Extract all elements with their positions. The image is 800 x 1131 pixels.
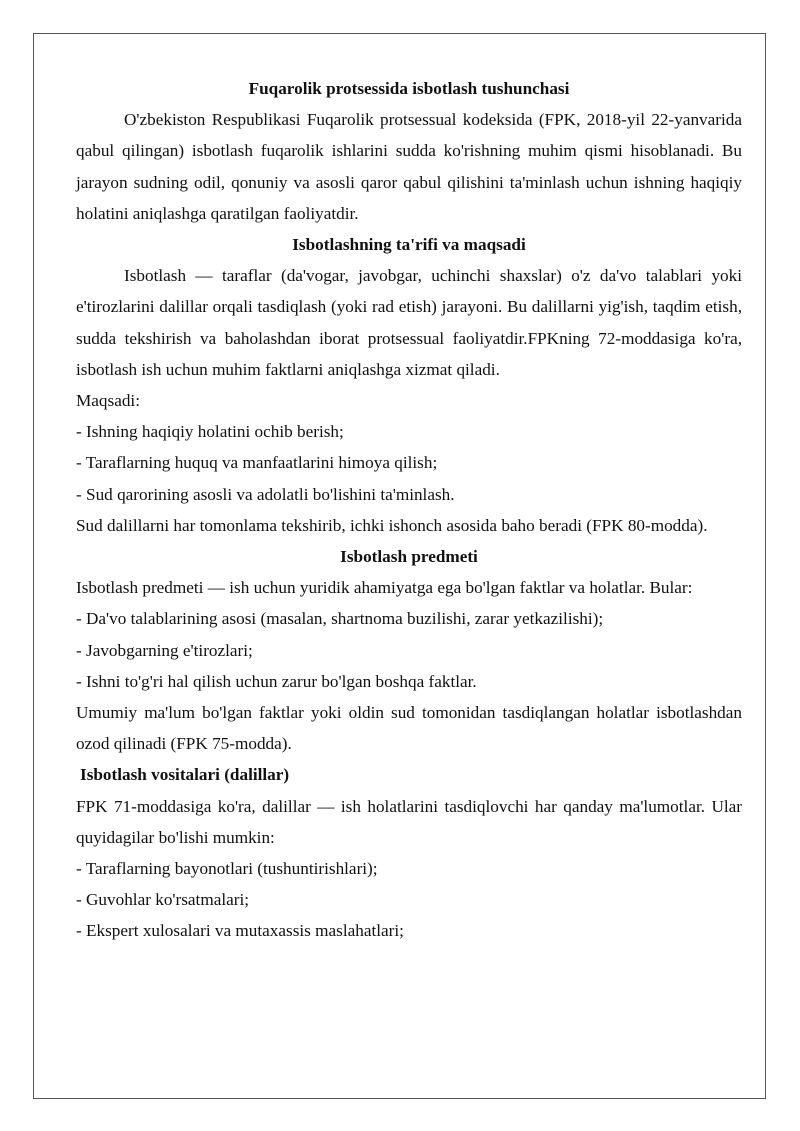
heading-definition: Isbotlashning ta'rifi va maqsadi bbox=[292, 235, 526, 255]
list-item: - Guvohlar ko'rsatmalari; bbox=[76, 890, 250, 910]
purpose-label: Maqsadi: bbox=[76, 391, 140, 411]
list-item: - Taraflarning huquq va manfaatlarini himoya qilish; bbox=[76, 453, 438, 473]
exemption-paragraph: Umumiy ma'lum bo'lgan faktlar yoki oldin sud tomonidan tasdiqlangan holatlar isbotlashdan ozod qilinadi (FPK 75-modda). bbox=[76, 703, 742, 754]
intro-paragraph: O'zbekiston Respublikasi Fuqarolik protsessual kodeksida (FPK, 2018-yil 22-yanvarida qabul qilingan) isbotlash fuqarolik ishlarini sudda ko'rishning muhim qismi hisoblanadi. Bu jarayon sudning odil, qonuniy va asosli qaror qabul qilishini ta'minlash uchun ishning haqiqiy holatini aniqlashga qaratilgan faoliyatdir. bbox=[76, 110, 742, 223]
list-item: - Ishni to'g'ri hal qilish uchun zarur bo'lgan boshqa faktlar. bbox=[76, 671, 477, 691]
list-item: - Taraflarning bayonotlari (tushuntirishlari); bbox=[76, 859, 378, 879]
definition-paragraph: Isbotlash — taraflar (da'vogar, javobgar, uchinchi shaxslar) o'z da'vo talablari yoki e'tirozlarini dalillar orqali tasdiqlash (yoki rad etish) jarayoni. Bu dalillarni yig'ish, taqdim etish, sudda tekshirish va baholashdan iborat protsessual faoliyatdir.FPKning 72-moddasiga ko'ra, isbotlash ish uchun muhim faktlarni aniqlashga xizmat qiladi. bbox=[76, 266, 742, 379]
document-body bbox=[76, 73, 742, 947]
list-item: - Javobgarning e'tirozlari; bbox=[76, 640, 253, 660]
list-item: - Da'vo talablarining asosi (masalan, shartnoma buzilishi, zarar yetkazilishi); bbox=[76, 609, 604, 629]
subject-paragraph: Isbotlash predmeti — ish uchun yuridik ahamiyatga ega bo'lgan faktlar va holatlar. Bular: bbox=[76, 578, 693, 598]
list-item: - Ishning haqiqiy holatini ochib berish; bbox=[76, 422, 344, 442]
evaluation-paragraph: Sud dalillarni har tomonlama tekshirib, ichki ishonch asosida baho beradi (FPK 80-modda). bbox=[76, 515, 708, 535]
list-item: - Sud qarorining asosli va adolatli bo'lishini ta'minlash. bbox=[76, 484, 455, 504]
heading-concept: Fuqarolik protsessida isbotlash tushunchasi bbox=[248, 79, 570, 98]
heading-means: Isbotlash vositalari (dalillar) bbox=[80, 765, 290, 785]
list-item: - Ekspert xulosalari va mutaxassis maslahatlari; bbox=[76, 921, 404, 941]
means-paragraph: FPK 71-moddasiga ko'ra, dalillar — ish holatlarini tasdiqlovchi har qanday ma'lumotlar. Ular quyidagilar bo'lishi mumkin: bbox=[76, 796, 742, 847]
heading-subject: Isbotlash predmeti bbox=[340, 547, 478, 567]
